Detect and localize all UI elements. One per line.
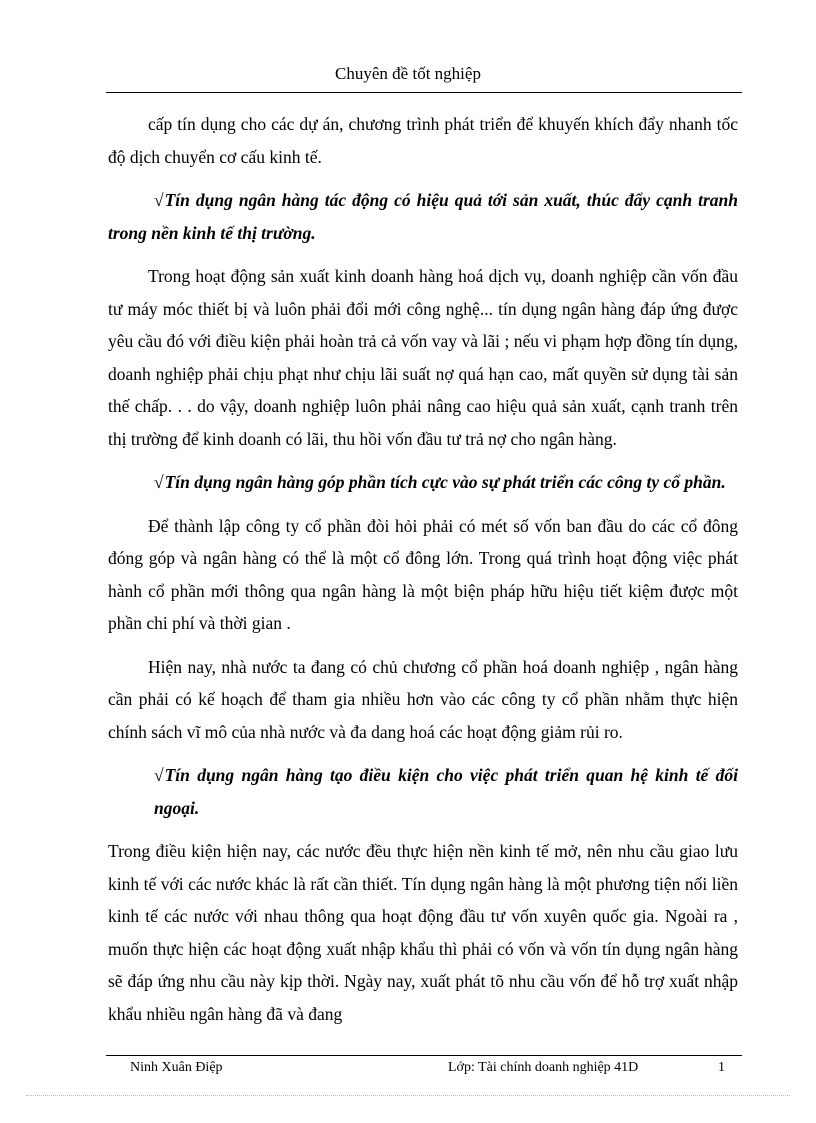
paragraph-3: Để thành lập công ty cổ phần đòi hỏi phải có mét số vốn ban đầu do các cổ đông đóng góp và ngân hàng có thể là một cổ đông lớn. Trong quá trình hoạt động việc phát hành cổ phần mới thông qua ngân hàng là một biện pháp hữu hiệu tiết kiệm được một phần chi phí và thời gian . xyxy=(108,515,738,633)
section-heading-2 xyxy=(108,466,738,499)
header-rule xyxy=(106,92,742,93)
document-body xyxy=(108,108,738,1041)
paragraph-2: Trong hoạt động sản xuất kinh doanh hàng hoá dịch vụ, doanh nghiệp cần vốn đầu tư máy móc thiết bị và luôn phải đổi mới công nghệ... tín dụng ngân hàng đáp ứng được yêu cầu đó với điều kiện phải hoàn trả cả vốn vay và lãi ; nếu vi phạm hợp đồng tín dụng, doanh nghiệp phải chịu phạt như chịu lãi suất nợ quá hạn cao, mất quyền sử dụng tài sản thế chấp. . . do vậy, doanh nghiệp luôn phải nâng cao hiệu quả sản xuất, cạnh tranh trên thị trường để kinh doanh có lãi, thu hồi vốn đầu tư trả nợ cho ngân hàng. xyxy=(108,266,738,449)
section-heading-3 xyxy=(108,759,738,824)
paragraph-5: Trong điều kiện hiện nay, các nước đều thực hiện nền kinh tế mở, nên nhu cầu giao lưu kinh tế với các nước khác là rất cần thiết. Tín dụng ngân hàng là một phương tiện nối liền kinh tế các nước với nhau thông qua hoạt động đầu tư vốn xuyên quốc gia. Ngoài ra , muốn thực hiện các hoạt động xuất nhập khẩu thì phải có vốn và vốn tín dụng ngân hàng sẽ đáp ứng nhu cầu này kịp thời. Ngày nay, xuất phát tõ nhu cầu vốn để hỗ trợ xuất nhập khẩu nhiều ngân hàng đã và đang xyxy=(108,841,738,1024)
page-header-title: Chuyên đề tốt nghiệp xyxy=(335,64,481,83)
checkmark-icon: √ xyxy=(154,765,164,785)
paragraph-4: Hiện nay, nhà nước ta đang có chủ chương cổ phần hoá doanh nghiệp , ngân hàng cần phải có kế hoạch để tham gia nhiều hơn vào các công ty cổ phần nhằm thực hiện chính sách vĩ mô của nhà nước và đa dang hoá các hoạt động giảm rủi ro. xyxy=(108,656,738,742)
footer-rule xyxy=(106,1055,742,1056)
page-number: 1 xyxy=(718,1060,725,1075)
section-heading-1 xyxy=(108,184,738,249)
paragraph-1: cấp tín dụng cho các dự án, chương trình phát triển để khuyến khích đẩy nhanh tốc độ dịch chuyển cơ cấu kinh tế. xyxy=(108,114,738,167)
section-heading-1-text: Tín dụng ngân hàng tác động có hiệu quả tới sản xuất, thúc đẩy cạnh tranh trong nền kinh tế thị trường. xyxy=(108,190,738,243)
section-heading-2-text: Tín dụng ngân hàng góp phần tích cực vào sự phát triển các công ty cổ phần. xyxy=(164,472,726,492)
checkmark-icon: √ xyxy=(154,472,164,492)
footer-class: Lớp: Tài chính doanh nghiệp 41D xyxy=(448,1060,639,1075)
page-boundary xyxy=(26,1095,790,1096)
checkmark-icon: √ xyxy=(154,190,164,210)
footer-author: Ninh Xuân Điệp xyxy=(130,1060,223,1075)
section-heading-3-text: Tín dụng ngân hàng tạo điều kiện cho việc phát triển quan hệ kinh tế đối ngoại. xyxy=(154,765,738,818)
